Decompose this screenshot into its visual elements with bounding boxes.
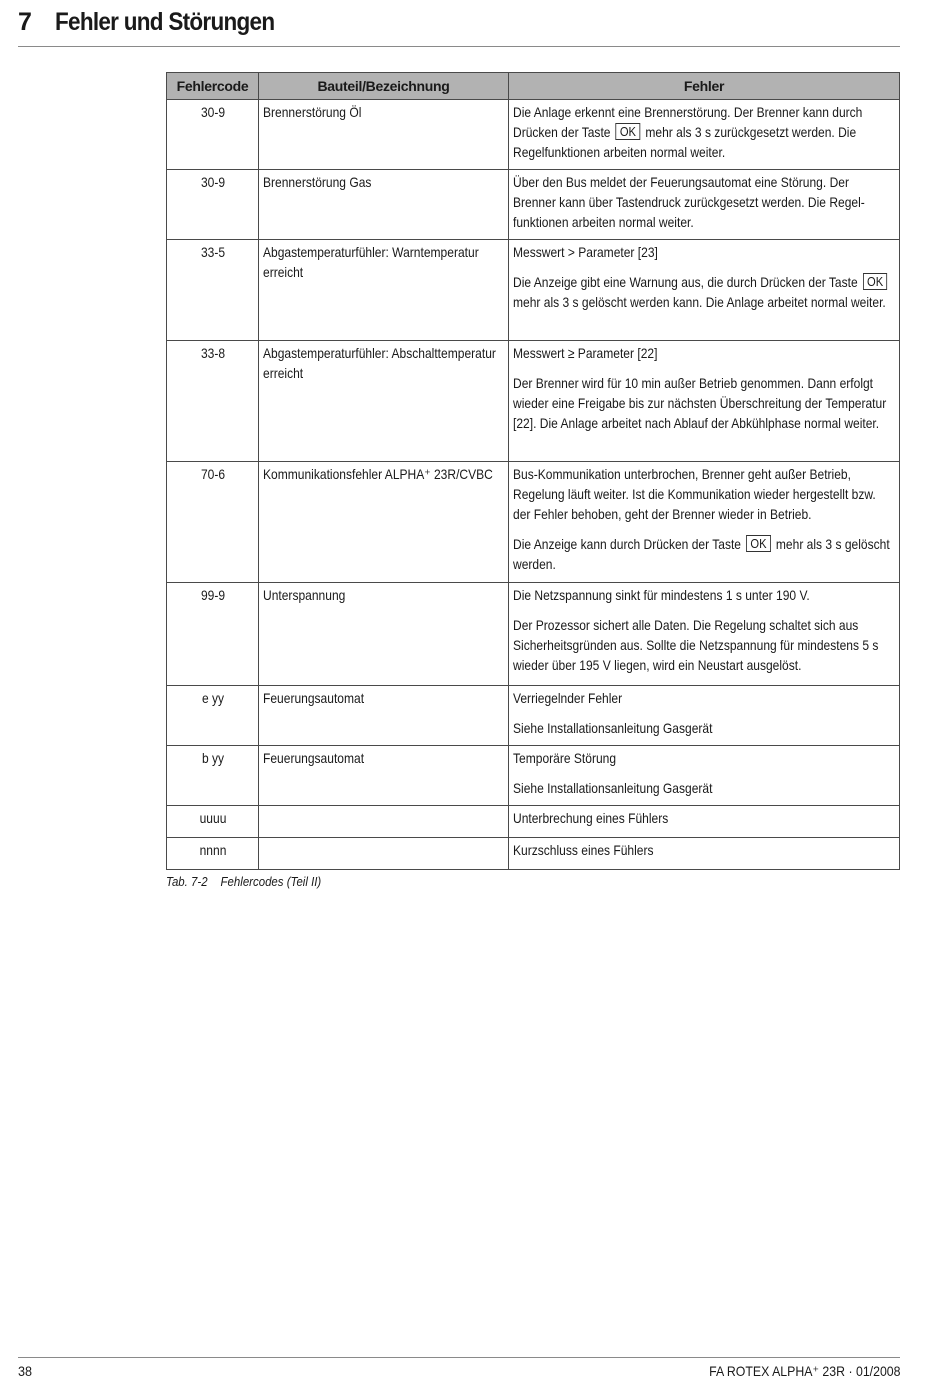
fault-code: 30-9 [200,104,226,120]
fault-description-paragraph: Der Prozessor sichert alle Daten. Die Regelung schaltet sich aus Sicherheitsgründen aus. Sollte die Netzspannung für mindestens 5 s wieder über 195 V liegen, wird ein Neustart ausgelöst. [513,617,879,673]
fault-code-cell [167,341,259,462]
ok-key-icon: OK [863,273,888,290]
fault-code: 99-9 [200,587,226,603]
fault-code-cell [167,686,259,746]
fault-description-cell [509,100,900,170]
table-row [167,341,900,462]
component-cell [259,341,509,462]
fault-description-cell [509,462,900,583]
fault-code: uuuu [199,810,227,826]
component-cell [259,746,509,806]
component-name: Kommunikationsfehler ALPHA⁺ 23R/CVBC [263,466,493,482]
fault-description-paragraph: Messwert ≥ Parameter [22] [513,345,658,361]
fault-code-cell [167,462,259,583]
table-row [167,240,900,341]
fault-description-paragraph: Über den Bus meldet der Feuerungsautomat eine Störung. Der Brenner kann über Tastendruck zurückgesetzt werden. Die Regelfunktionen arbeiten normal weiter. [513,174,865,230]
fault-code: b yy [201,750,225,766]
fault-code-cell [167,240,259,341]
component-cell [259,583,509,686]
table-row [167,170,900,240]
fault-description-paragraph: Unterbrechung eines Fühlers [513,810,669,826]
column-header-component: Bauteil/Bezeichnung [259,73,509,100]
fault-description-paragraph: Temporäre Störung [513,750,617,766]
page-header [18,8,900,47]
fault-code: e yy [201,690,225,706]
column-header-code: Fehlercode [167,73,259,100]
component-name: Feuerungsautomat [263,690,365,706]
fault-description-cell [509,686,900,746]
component-cell [259,686,509,746]
component-cell [259,838,509,870]
table-row [167,462,900,583]
caption-text: Fehlercodes (Teil II) [220,874,322,889]
table-row [167,838,900,870]
table-row [167,583,900,686]
component-cell [259,170,509,240]
fault-description-paragraph: Messwert > Parameter [23] [513,244,658,260]
component-name: Brennerstörung Öl [263,104,362,120]
component-name: Unterspannung [263,587,346,603]
table-row [167,746,900,806]
fault-description-paragraph: Siehe Installationsanleitung Gasgerät [513,720,713,736]
fault-description-cell [509,240,900,341]
fault-code-cell [167,806,259,838]
fault-code: nnnn [199,842,227,858]
component-cell [259,806,509,838]
fault-code: 33-5 [200,244,226,260]
table-row [167,100,900,170]
fault-code-cell [167,170,259,240]
page-title: Fehler und Störungen [55,8,275,36]
fault-description-paragraph: Die Anzeige gibt eine Warnung aus, die durch Drücken der Taste OK mehr als 3 s gelöscht werden kann. Die Anlage arbeitet normal weiter. [513,274,886,310]
fault-description-paragraph: Siehe Installationsanleitung Gasgerät [513,780,713,796]
page-number: 38 [18,1363,33,1379]
fault-description-cell [509,746,900,806]
ok-key-icon: OK [746,535,771,552]
fault-code: 70-6 [200,466,226,482]
table-row [167,686,900,746]
component-cell [259,240,509,341]
table-row [167,806,900,838]
component-name: Feuerungsautomat [263,750,365,766]
fault-description-cell [509,806,900,838]
document-reference: FA ROTEX ALPHA⁺ 23R · 01/2008 [708,1363,900,1379]
table-caption [166,874,321,889]
fault-description-paragraph: Die Netzspannung sinkt für mindestens 1 s unter 190 V. [513,587,810,603]
fault-code-cell [167,100,259,170]
column-header-fault: Fehler [509,73,900,100]
fault-code-table [166,72,900,870]
fault-code-cell [167,838,259,870]
fault-code-cell [167,583,259,686]
ok-key-icon: OK [616,123,641,140]
fault-description-paragraph: Bus-Kommunikation unterbrochen, Brenner geht außer Betrieb, Regelung läuft weiter. Ist die Kommunikation wieder hergestellt bzw. der Fehler behoben, geht der Brenner wieder in Betrieb. [513,466,876,522]
chapter-number: 7 [18,8,32,36]
fault-description-paragraph: Der Brenner wird für 10 min außer Betrieb genommen. Dann erfolgt wieder eine Freigabe bis zur nächsten Überschreitung der Temperatur [22]. Die Anlage arbeitet nach Ablauf der Abkühlphase normal weiter. [513,375,887,431]
fault-description-paragraph: Kurzschluss eines Fühlers [513,842,654,858]
component-name: Abgastemperaturfühler: Warntemperatur erreicht [263,244,479,280]
fault-description-paragraph: Die Anzeige kann durch Drücken der Taste OK mehr als 3 s gelöscht werden. [513,536,890,572]
fault-description-paragraph: Die Anlage erkennt eine Brennerstörung. Der Brenner kann durch Drücken der Taste OK mehr als 3 s zurückgesetzt werden. Die Regelfunktionen arbeiten normal weiter. [513,104,863,160]
table-header-row [167,73,900,100]
component-cell [259,462,509,583]
fault-code: 30-9 [200,174,226,190]
fault-description-cell [509,838,900,870]
caption-label: Tab. 7-2 [166,874,208,889]
fault-description-paragraph: Verriegelnder Fehler [513,690,623,706]
table-body [167,100,900,870]
component-cell [259,100,509,170]
fault-description-cell [509,583,900,686]
component-name: Brennerstörung Gas [263,174,372,190]
fault-code: 33-8 [200,345,226,361]
fault-code-cell [167,746,259,806]
component-name: Abgastemperaturfühler: Abschalttemperatur erreicht [263,345,496,381]
page-footer [18,1357,900,1380]
fault-description-cell [509,170,900,240]
fault-description-cell [509,341,900,462]
